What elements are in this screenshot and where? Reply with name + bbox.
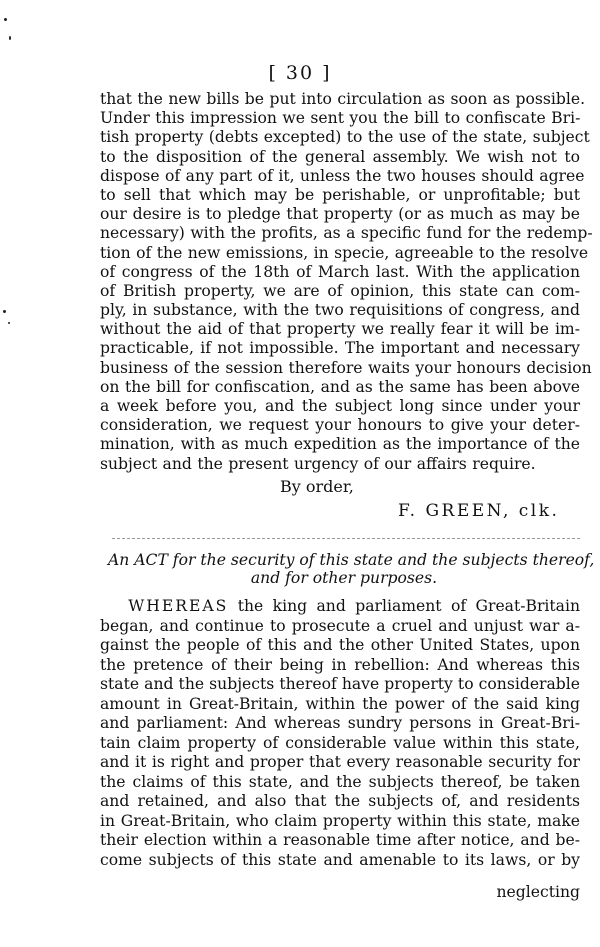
letter-line: to the disposition of the general assembly. We wish not to xyxy=(100,147,580,166)
scan-speck xyxy=(4,18,7,21)
letter-line: our desire is to pledge that property (or as much as may be xyxy=(100,205,580,224)
section-divider xyxy=(112,538,580,540)
letter-line: a week before you, and the subject long since under your xyxy=(100,397,580,415)
act-line: come subjects of this state and amenable to its laws, or by xyxy=(100,850,580,869)
page-number: [ 30 ] xyxy=(268,62,332,84)
letter-line: mination, with as much expedition as the importance of the xyxy=(100,435,580,454)
act-line: their election within a reasonable time after notice, and be- xyxy=(100,831,580,849)
letter-line: business of the session therefore waits your honours decision xyxy=(100,358,592,377)
act-line: and retained, and also that the subjects of, and residents xyxy=(100,792,580,810)
scan-speck xyxy=(9,36,11,40)
letter-line: of congress of the 18th of March last. With the application xyxy=(100,262,580,281)
letter-line: to sell that which may be perishable, or unprofitable; but xyxy=(100,185,580,204)
act-line: and it is right and proper that every reasonable security for xyxy=(100,753,580,771)
letter-line: consideration, we request your honours to give your deter- xyxy=(100,416,580,435)
act-body xyxy=(100,597,580,870)
act-title xyxy=(108,551,595,587)
letter-body xyxy=(100,90,593,474)
act-line: tain claim property of considerable value within this state, xyxy=(100,733,580,752)
act-title-line: An ACT for the security of this state and the subjects thereof, xyxy=(108,551,595,569)
letter-line: of British property, we are of opinion, this state can com- xyxy=(100,281,580,300)
letter-line: ply, in substance, with the two requisitions of congress, and xyxy=(100,301,580,320)
letter-line: tish property (debts excepted) to the use of the state, subject xyxy=(100,128,590,147)
signature-clerk: F. GREEN, clk. xyxy=(398,501,560,521)
act-line: amount in Great-Britain, within the power of the said king xyxy=(100,694,580,713)
act-first-line xyxy=(100,597,580,617)
act-line: and parliament: And whereas sundry persons in Great-Bri- xyxy=(100,714,580,732)
closing-by-order: By order, xyxy=(280,477,354,496)
scan-speck xyxy=(8,322,10,324)
letter-line: necessary) with the profits, as a specific fund for the redemp- xyxy=(100,224,593,243)
act-lead-word: WHEREAS xyxy=(128,597,229,615)
letter-line: on the bill for confiscation, and as the same has been above xyxy=(100,377,580,396)
act-line: state and the subjects thereof have property to considerable xyxy=(100,675,580,693)
letter-line: that the new bills be put into circulation as soon as possible. xyxy=(100,90,586,108)
letter-line: Under this impression we sent you the bill to confiscate Bri- xyxy=(100,109,581,128)
letter-line: dispose of any part of it, unless the two houses should agree xyxy=(100,166,585,185)
act-title-line: and for other purposes. xyxy=(250,569,438,587)
act-line: the pretence of their being in rebellion: And whereas this xyxy=(100,655,580,674)
catchword: neglecting xyxy=(496,883,580,901)
scan-speck xyxy=(3,310,6,313)
letter-line: tion of the new emissions, in specie, agreeable to the resolve xyxy=(100,243,589,262)
act-line: gainst the people of this and the other United States, upon xyxy=(100,636,580,654)
act-line: the claims of this state, and the subjects thereof, be taken xyxy=(100,772,580,791)
act-line: the king and parliament of Great-Britain xyxy=(237,597,580,615)
act-line: in Great-Britain, who claim property within this state, make xyxy=(100,811,580,830)
letter-line: practicable, if not impossible. The important and necessary xyxy=(100,339,580,358)
act-line: began, and continue to prosecute a cruel and unjust war a- xyxy=(100,616,580,635)
letter-line: subject and the present urgency of our affairs require. xyxy=(100,454,536,473)
letter-line: without the aid of that property we really fear it will be im- xyxy=(100,320,580,339)
